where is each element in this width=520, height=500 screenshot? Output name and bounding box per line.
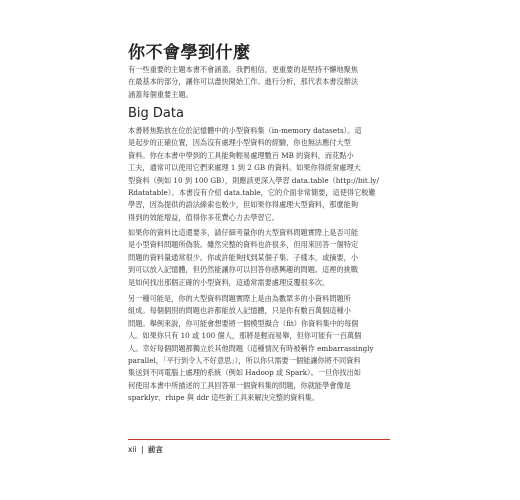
intro-paragraph (128, 64, 390, 101)
text-line: 有一些重要的主題本書不會涵蓋。我們相信，更重要的是堅持不懈地聚焦 (128, 65, 359, 74)
text-line: 工夫，通常可以使用它們來處理 1 到 2 GB 的資料。如果你得經常處理大 (128, 163, 361, 173)
footer-rule (128, 439, 390, 440)
footer-section-name: 前言 (147, 445, 163, 454)
body-paragraph-1 (128, 125, 390, 224)
text-line: 人。幸好每個問題都獨立於其他問題（這種情況有時被稱作 embarrassingly (128, 343, 374, 353)
text-line: 是起步的正確位置，因為沒有處理小型資料的經驗，你也無法應付大型 (128, 138, 351, 148)
page-number: xii (128, 445, 137, 454)
text-line: 學習，因為提供的語法線索也較少，但如果你得處理大型資料，那麼能夠 (128, 200, 359, 210)
text-line: 到可以放入記憶體，但仍然能讓你可以回答你感興趣的問題。這裡的挑戰 (128, 265, 359, 275)
text-line: parallel，「平行到令人不好意思」），所以你只需要一個能讓你將不同資料 (128, 356, 361, 366)
book-page (128, 0, 390, 500)
text-line: 資料。你在本書中學到的工具能夠輕易處理數百 MB 的資料，而花點小 (128, 150, 354, 160)
text-line: 組成。每個個別的問題也許都能放入記憶體，只是你有數百萬個這種小 (128, 306, 351, 316)
text-line: 如果你的資料比這還要多，請仔細考量你的大型資料問題實際上是否可能 (128, 228, 359, 237)
text-line: 得到的效能增益，值得你多花費心力去學習它。 (128, 212, 279, 222)
body-paragraph-2 (128, 227, 390, 289)
text-line: 人。如果你只有 10 或 100 個人，那將是輕而易舉，但你可能有一百萬個 (128, 331, 362, 341)
body-paragraph-3 (128, 293, 390, 405)
text-line: 型資料（例如 10 到 100 GB），則應該更深入學習 data.table（http://bit.ly/ (128, 175, 379, 185)
page-title: 你不會學到什麼 (128, 43, 251, 63)
text-line: 是如何找出那個正確的小型資料，這通常需要處理反覆很多次。 (128, 277, 330, 287)
text-line: 另一種可能是，你的大型資料問題實際上是由為數眾多的小資料問題所 (128, 294, 351, 303)
text-line: 問題。舉例來說，你可能會想要將一個模型擬合（fit）你資料集中的每個 (128, 318, 359, 328)
text-line: 集送到不同電腦上處理的系統（例如 Hadoop 或 Spark）。一旦你找出如 (128, 368, 361, 378)
text-line: 是小型資料問題所偽裝。雖然完整的資料也許很多，但用來回答一個特定 (128, 240, 359, 250)
text-line: 在最基本的部分，讓你可以盡快開始工作。進行分析，那代表本書沒辦法 (128, 77, 359, 87)
page-footer (128, 444, 163, 455)
text-line: 本書將焦點放在位於記憶體中的小型資料集（in-memory datasets）。這 (128, 126, 362, 135)
text-line: sparklyr、rhipe 與 ddr 這些新工具來解決完整的資料集。 (128, 393, 320, 403)
text-line: 何使用本書中所描述的工具回答單一個資料集的問題，你就能學會像是 (128, 380, 351, 390)
text-line: Rdatatable）。本書沒有介紹 data.table，它的介面非常簡要，這使得它較難 (128, 188, 376, 198)
section-heading: Big Data (128, 106, 184, 121)
text-line: 涵蓋每個重要主題。 (128, 89, 193, 99)
footer-separator: | (141, 445, 144, 454)
text-line: 問題的資料量通常很少。你或許能夠找到某個子集、子樣本，或摘要，小 (128, 252, 359, 262)
